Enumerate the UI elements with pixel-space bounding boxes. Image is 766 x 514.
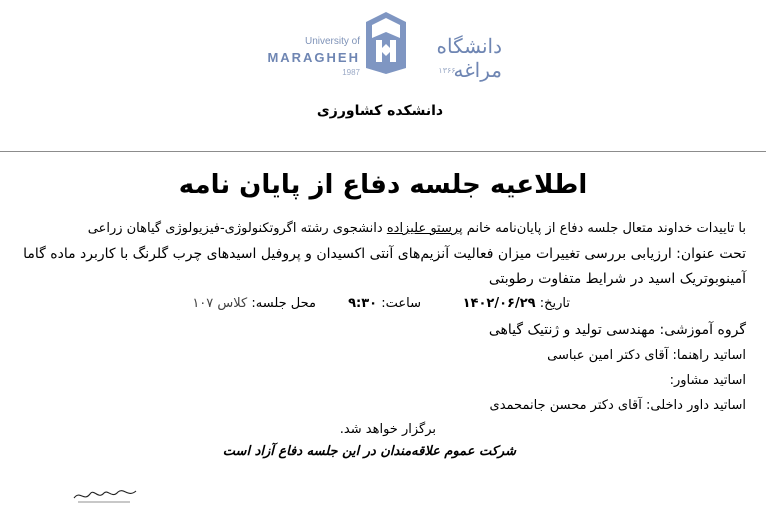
logo-persian-name: دانشگاه مراغه [436,34,502,82]
thesis-title-line2: آمینوبوتریک اسید در شرایط متفاوت رطوبتی [488,271,746,287]
logo-persian-year: ۱۳۶۶ [438,66,456,75]
session-time [348,296,421,311]
date-label: تاریخ: [539,296,570,311]
invitation: شرکت عموم علاقه‌مندان در این جلسه دفاع آزاد است [222,444,516,459]
internal-examiner: اساتید داور داخلی: آقای دکتر محسن جانمحمدی [489,398,746,413]
held-statement: برگزار خواهد شد. [339,422,436,437]
session-place [192,296,316,311]
signature-stamp-icon [70,484,140,506]
faculty-signature [70,484,140,506]
student-name: پرستو علیزاده [386,221,463,236]
page-title: اطلاعیه جلسه دفاع از پایان نامه [178,170,588,200]
department: گروه آموزشی: مهندسی تولید و ژنتیک گیاهی [488,322,746,338]
intro-line [88,221,746,236]
supervisor: اساتید راهنما: آقای دکتر امین عباسی [547,348,746,363]
time-label: ساعت: [381,296,421,311]
advisor: اساتید مشاور: [669,373,746,388]
date-value: ۱۴۰۲/۰۶/۲۹ [462,296,536,311]
logo-english-line1: University of [304,36,360,47]
logo-english-name: MARAGHEH [267,50,360,65]
intro-suffix: دانشجوی رشته اگروتکنولوژی-فیزیولوژی گیاهان زراعی [87,221,387,236]
university-logo [262,8,502,82]
intro-prefix: با تاییدات خداوند متعال جلسه دفاع از پایان‌نامه خانم [462,221,746,236]
time-value: ۹:۳۰ [348,296,378,311]
place-label: محل جلسه: [251,296,316,311]
session-date [463,296,570,311]
university-emblem-icon [362,10,410,76]
thesis-title-line1: تحت عنوان: ارزیابی بررسی تغییرات میزان فعالیت آنزیم‌های آنتی اکسیدان و پروفیل اسیدهای چرب گلرنگ با کاربرد ماده گاما [23,246,746,262]
place-value: کلاس ۱۰۷ [192,296,248,311]
logo-english-year: 1987 [342,68,360,77]
faculty-name: دانشکده کشاورزی [316,103,444,119]
header-divider [0,151,766,152]
